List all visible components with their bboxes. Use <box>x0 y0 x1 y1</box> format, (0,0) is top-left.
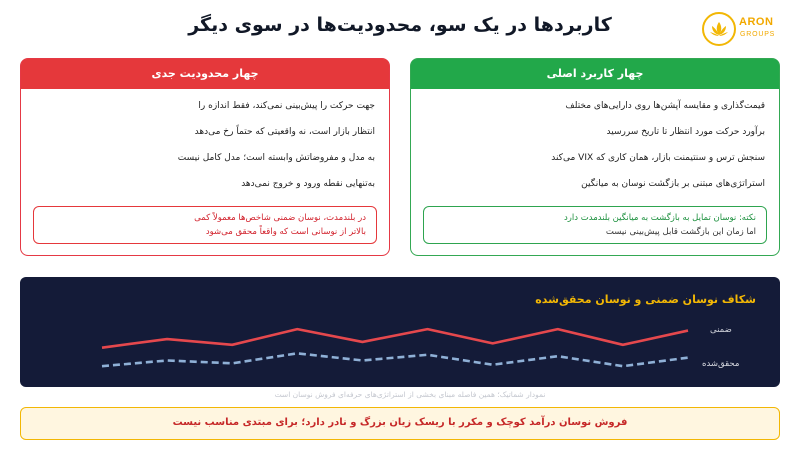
series-line-0 <box>102 329 688 348</box>
note-line: اما زمان این بازگشت قابل پیش‌بینی نیست <box>605 227 756 237</box>
uses-note <box>423 206 767 244</box>
limitations-heading: چهار محدودیت جدی <box>21 59 389 89</box>
chart-title: شکاف نوسان ضمنی و نوسان محقق‌شده <box>535 293 756 306</box>
limitations-card <box>20 58 390 256</box>
list-item: قیمت‌گذاری و مقایسه آپشن‌ها روی دارایی‌های مختلف <box>565 101 765 111</box>
uses-list <box>411 89 779 203</box>
uses-card <box>410 58 780 256</box>
legend-realized: محقق‌شده <box>702 359 740 369</box>
warning-banner: فروش نوسان درآمد کوچک و مکرر با ریسک زیان بزرگ و نادر دارد؛ برای مبتدی مناسب نیست <box>20 407 780 440</box>
list-item: سنجش ترس و سنتیمنت بازار، همان کاری که VIX می‌کند <box>551 153 765 163</box>
list-item: برآورد حرکت مورد انتظار تا تاریخ سررسید <box>606 127 765 137</box>
lotus-icon <box>702 12 736 46</box>
legend-implied: ضمنی <box>710 325 732 335</box>
series-line-1 <box>102 353 688 366</box>
chart-panel <box>20 277 780 387</box>
uses-heading: چهار کاربرد اصلی <box>411 59 779 89</box>
limitations-note <box>33 206 377 244</box>
brand-sub: GROUPS <box>740 31 776 38</box>
brand-name: ARON <box>739 16 774 28</box>
list-item: استراتژی‌های مبتنی بر بازگشت نوسان به میانگین <box>581 179 765 189</box>
note-line: در بلندمدت، نوسان ضمنی شاخص‌ها معمولاً کمی <box>194 213 366 223</box>
list-item: به مدل و مفروضاتش وابسته است؛ مدل کامل نیست <box>177 153 375 163</box>
page-title: کاربردها در یک سو، محدودیت‌ها در سوی دیگر <box>188 14 612 36</box>
brand-logo[interactable] <box>702 10 778 48</box>
limitations-list <box>21 89 389 203</box>
note-line: نکته: نوسان تمایل به بازگشت به میانگین بلندمدت دارد <box>564 213 756 223</box>
list-item: جهت حرکت را پیش‌بینی نمی‌کند، فقط اندازه را <box>198 101 375 111</box>
list-item: انتظار بازار است، نه واقعیتی که حتماً رخ می‌دهد <box>194 127 375 137</box>
chart-caption: نمودار شماتیک؛ همین فاصله مبنای بخشی از استراتژی‌های حرفه‌ای فروش نوسان است <box>274 390 546 399</box>
list-item: به‌تنهایی نقطه ورود و خروج نمی‌دهد <box>241 179 375 189</box>
note-line: بالاتر از نوسانی است که واقعاً محقق می‌شود <box>205 227 366 237</box>
